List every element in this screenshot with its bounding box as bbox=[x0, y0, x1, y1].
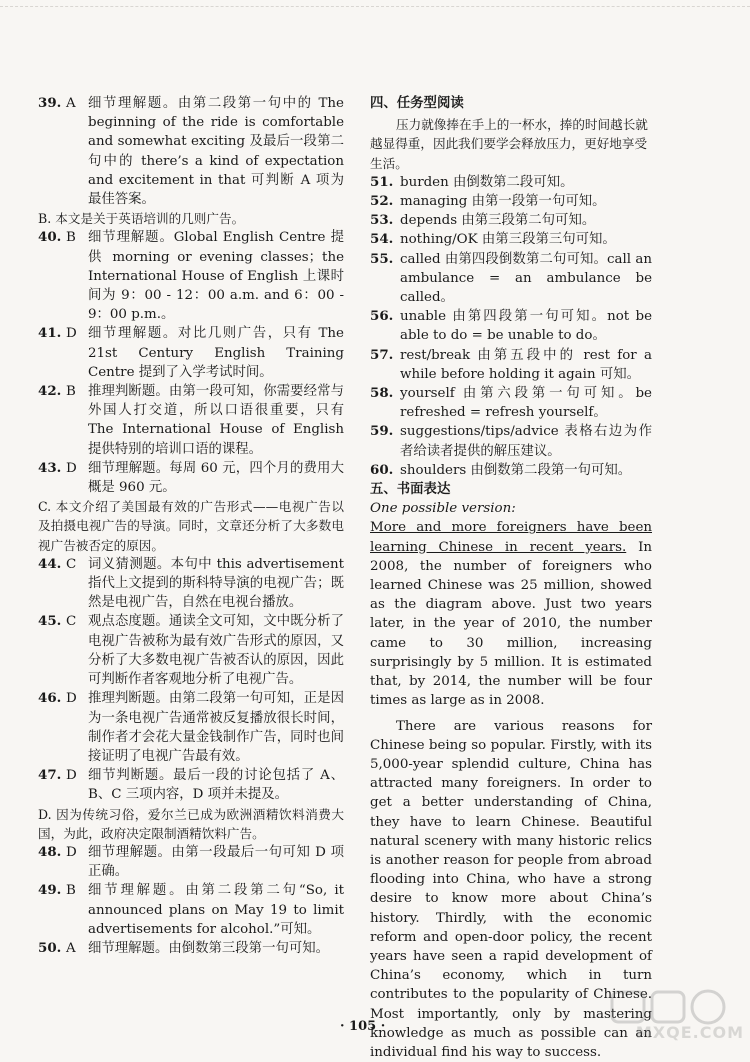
left-column bbox=[38, 94, 344, 958]
task-answer-item bbox=[370, 173, 652, 192]
answer-text: burden 由倒数第二段可知。 bbox=[400, 173, 652, 192]
top-border bbox=[0, 0, 750, 7]
answer-text: unable 由第四段第一句可知。not be able to do = be unable to do。 bbox=[400, 307, 652, 345]
question-num-text: 43. bbox=[38, 460, 61, 476]
answer-letter: C bbox=[66, 614, 76, 629]
question-number: 53. bbox=[370, 211, 400, 230]
answer-text: suggestions/tips/advice 表格右边为作者给读者提供的解压建议。 bbox=[400, 422, 652, 460]
answer-text: depends 由第三段第二句可知。 bbox=[400, 211, 652, 230]
task-answer-item bbox=[370, 211, 652, 230]
answer-text: nothing/OK 由第三段第三句可知。 bbox=[400, 230, 652, 249]
answer-letter: D bbox=[66, 461, 77, 476]
answer-list bbox=[370, 173, 652, 480]
question-number bbox=[38, 228, 88, 324]
answer-item bbox=[38, 689, 344, 766]
answer-letter: D bbox=[66, 326, 77, 341]
task-answer-item bbox=[370, 192, 652, 211]
explanation-text: 细节理解题。对比几则广告，只有 The 21st Century English Training Centre 提到了入学考试时间。 bbox=[88, 324, 344, 382]
answer-item bbox=[38, 459, 344, 497]
question-num-text: 44. bbox=[38, 556, 61, 572]
answer-letter: B bbox=[66, 230, 76, 245]
question-num-text: 39. bbox=[38, 95, 61, 111]
answer-item bbox=[38, 766, 344, 804]
question-num-text: 48. bbox=[38, 844, 61, 860]
answer-text: called 由第四段倒数第二句可知。call an ambulance = an ambulance be called。 bbox=[400, 250, 652, 308]
explanation-text: 词义猜测题。本句中 this advertisement 指代上文提到的斯科特导演的电视广告；既然是电视广告，自然在电视台播放。 bbox=[88, 555, 344, 613]
task-answer-item bbox=[370, 384, 652, 422]
question-number bbox=[38, 689, 88, 766]
answer-letter: D bbox=[66, 691, 77, 706]
answer-item bbox=[38, 324, 344, 382]
task-answer-item bbox=[370, 230, 652, 249]
explanation-text: 细节判断题。最后一段的讨论包括了 A、B、C 三项内容，D 项并未提及。 bbox=[88, 766, 344, 804]
answer-text: rest/break 由第五段中的 rest for a while before holding it again 可知。 bbox=[400, 346, 652, 384]
answer-item bbox=[38, 382, 344, 459]
task-answer-item bbox=[370, 307, 652, 345]
question-number bbox=[38, 766, 88, 804]
answer-item bbox=[38, 228, 344, 324]
question-num-text: 41. bbox=[38, 325, 61, 341]
explanation-text: 细节理解题。Global English Centre 提供 morning or evening classes；the International House of English 上课时间为 9：00 - 12：00 a.m. and 6：00 - 9：00 p.m.。 bbox=[88, 228, 344, 324]
essay-paragraph-2: There are various reasons for Chinese being so popular. Firstly, with its 5,000-year splendid culture, China has attracted many foreigners. In order to get a better understanding of China, they have to learn Chinese. Beautiful natural scenery with many historic relics is another reason for people from abroad flooding into China, who have a strong desire to know more about China’s history. Thirdly, with the economic reform and open-door policy, the recent years have seen a rapid development of China’s economy, which in turn contributes to the popularity of Chinese. Most importantly, only by mastering knowledge as much as possible can an individual find his way to success. bbox=[370, 717, 652, 1062]
section-4-title: 四、任务型阅读 bbox=[370, 94, 652, 113]
passage-summary: B. 本文是关于英语培训的几则广告。 bbox=[38, 209, 344, 228]
question-num-text: 47. bbox=[38, 767, 61, 783]
explanation-text: 细节理解题。由第二段第一句中的 The beginning of the ride is comfortable and somewhat exciting 及最后一段第二句中的 there’s a kind of expectation and excitement in that 可判断 A 项为最佳答案。 bbox=[88, 94, 344, 209]
task-answer-item bbox=[370, 346, 652, 384]
answer-item bbox=[38, 612, 344, 689]
answer-item bbox=[38, 843, 344, 881]
question-num-text: 49. bbox=[38, 882, 61, 898]
question-number: 58. bbox=[370, 384, 400, 422]
answer-letter: A bbox=[66, 941, 76, 956]
answer-letter: A bbox=[66, 96, 76, 111]
explanation-text: 细节理解题。由倒数第三段第一句可知。 bbox=[88, 939, 344, 958]
question-number: 52. bbox=[370, 192, 400, 211]
question-number bbox=[38, 555, 88, 613]
question-number: 59. bbox=[370, 422, 400, 460]
question-number: 51. bbox=[370, 173, 400, 192]
task-answer-item bbox=[370, 422, 652, 460]
question-number: 57. bbox=[370, 346, 400, 384]
question-number: 54. bbox=[370, 230, 400, 249]
explanation-text: 推理判断题。由第一段可知，你需要经常与外国人打交道，所以口语很重要，只有 The International House of English 提供特别的培训口语的课程。 bbox=[88, 382, 344, 459]
explanation-text: 细节理解题。每周 60 元，四个月的费用大概是 960 元。 bbox=[88, 459, 344, 497]
question-number: 60. bbox=[370, 461, 400, 480]
question-number bbox=[38, 612, 88, 689]
question-number bbox=[38, 382, 88, 459]
answer-item bbox=[38, 94, 344, 209]
version-label: One possible version: bbox=[370, 499, 652, 518]
answer-letter: C bbox=[66, 557, 76, 572]
watermark-logo bbox=[610, 988, 748, 1044]
passage-summary: D. 因为传统习俗，爱尔兰已成为欧洲酒精饮料消费大国，为此，政府决定限制酒精饮料广告。 bbox=[38, 805, 344, 843]
question-number bbox=[38, 94, 88, 209]
task-answer-item bbox=[370, 461, 652, 480]
essay-topic-sentence: More and more foreigners have been learning Chinese in recent years. bbox=[370, 520, 652, 554]
question-number bbox=[38, 881, 88, 939]
question-num-text: 42. bbox=[38, 383, 61, 399]
section-4-intro: 压力就像捧在手上的一杯水，捧的时间越长就越显得重，因此我们要学会释放压力，更好地享受生活。 bbox=[370, 115, 652, 173]
question-num-text: 46. bbox=[38, 690, 61, 706]
question-num-text: 50. bbox=[38, 940, 61, 956]
essay-p1-rest: In 2008, the number of foreigners who learned Chinese was 25 million, showed as the diagram above. Just two years later, in the year of 2010, the number came to 30 million, increasing surprisingly by 5 million. It is estimated that, by 2014, the number will be four times as large as in 2008. bbox=[370, 540, 652, 709]
question-number: 55. bbox=[370, 250, 400, 308]
section-5-title: 五、书面表达 bbox=[370, 480, 652, 499]
answer-text: shoulders 由倒数第二段第一句可知。 bbox=[400, 461, 652, 480]
answer-item bbox=[38, 939, 344, 958]
answer-letter: B bbox=[66, 384, 76, 399]
explanation-text: 细节理解题。由第二段第二句“So, it announced plans on May 19 to limit advertisements for alcohol.”可知。 bbox=[88, 881, 344, 939]
passage-summary: C. 本文介绍了美国最有效的广告形式——电视广告以及拍摄电视广告的导演。同时，文章还分析了大多数电视广告被否定的原因。 bbox=[38, 497, 344, 555]
answer-text: managing 由第一段第一句可知。 bbox=[400, 192, 652, 211]
page-number: · 105 · bbox=[340, 1019, 385, 1034]
explanation-text: 推理判断题。由第二段第一句可知，正是因为一条电视广告通常被反复播放很长时间，制作者才会花大量金钱制作广告，同时也间接证明了电视广告最有效。 bbox=[88, 689, 344, 766]
question-num-text: 40. bbox=[38, 229, 61, 245]
question-number bbox=[38, 843, 88, 881]
explanation-text: 观点态度题。通读全文可知，文中既分析了电视广告被称为最有效广告形式的原因，又分析了大多数电视广告被否认的原因，因此可判断作者客观地分析了电视广告。 bbox=[88, 612, 344, 689]
essay-paragraph-1 bbox=[370, 518, 652, 710]
answer-letter: B bbox=[66, 883, 76, 898]
answer-item bbox=[38, 881, 344, 939]
answer-letter: D bbox=[66, 845, 77, 860]
question-number bbox=[38, 459, 88, 497]
explanation-text: 细节理解题。由第一段最后一句可知 D 项正确。 bbox=[88, 843, 344, 881]
answer-text: yourself 由第六段第一句可知。be refreshed = refresh yourself。 bbox=[400, 384, 652, 422]
answer-item bbox=[38, 555, 344, 613]
question-number bbox=[38, 939, 88, 958]
answer-letter: D bbox=[66, 768, 77, 783]
question-number bbox=[38, 324, 88, 382]
question-num-text: 45. bbox=[38, 613, 61, 629]
task-answer-item bbox=[370, 250, 652, 308]
watermark-text: MXQE.COM bbox=[636, 1023, 744, 1042]
right-column bbox=[370, 94, 652, 1062]
question-number: 56. bbox=[370, 307, 400, 345]
